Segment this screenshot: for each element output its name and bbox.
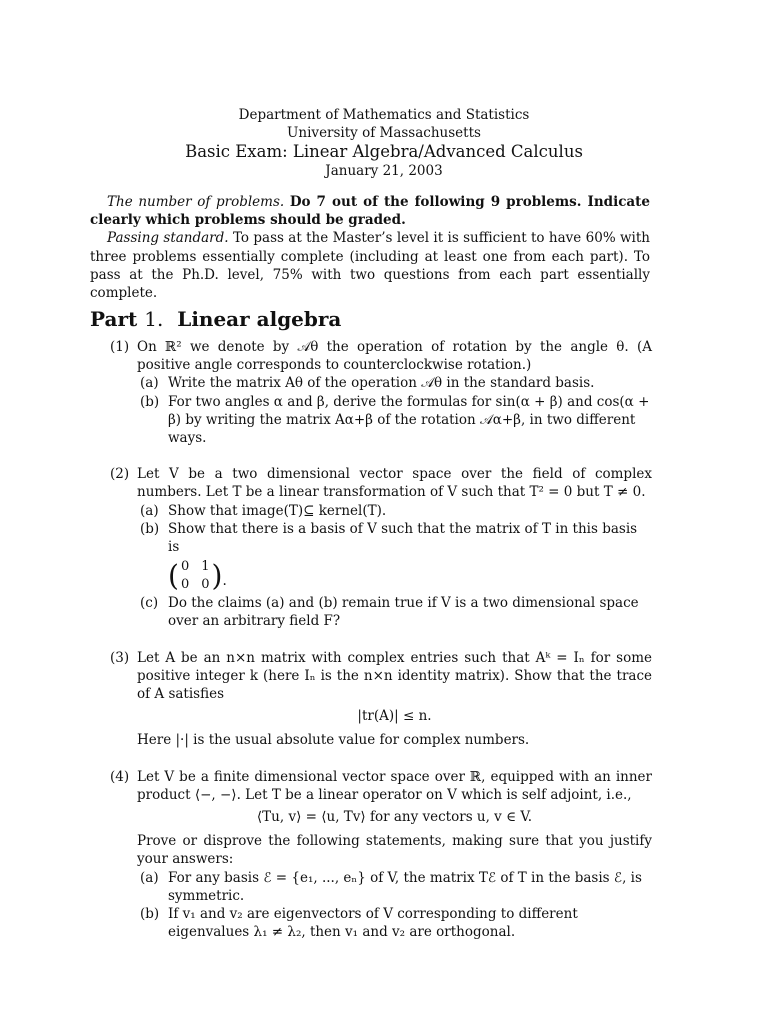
problem-text: On ℝ² we denote by 𝒜θ the operation of rotation by the angle θ. (A positive angle corresponds to counterclockwise rotation.) [137, 339, 652, 374]
problem-note: Here |·| is the usual absolute value for complex numbers. [137, 732, 530, 749]
university-line: University of Massachusetts [287, 125, 481, 141]
problem-number: (1) [110, 339, 130, 355]
subproblem-label: (a) [140, 375, 159, 392]
exam-date: January 21, 2003 [325, 163, 443, 179]
exam-header [0, 106, 768, 180]
problem-text: Let A be an n×n matrix with complex entries such that Aᵏ = Iₙ for some positive integer k (here Iₙ is the n×n identity matrix). Show that the trace of A satisfies [137, 649, 652, 703]
instructions [90, 193, 650, 302]
department-line: Department of Mathematics and Statistics [238, 107, 530, 123]
trace-inequality: |tr(A)| ≤ n. [357, 708, 432, 725]
problem-number: (3) [110, 649, 130, 666]
nilpotent-matrix [168, 558, 227, 594]
problem-2 [110, 465, 652, 630]
subproblem-label: (a) [140, 869, 159, 886]
subproblem-text: Show that there is a basis of V such that the matrix of T in this basis is [168, 520, 638, 556]
subproblem [137, 502, 652, 520]
part-number: 1. [144, 307, 164, 331]
instructions-problems-text: Do 7 out of the following 9 problems. Indicate clearly which problems should be graded. [90, 194, 650, 229]
subproblem-label: (b) [140, 393, 160, 410]
subproblem-text: If v₁ and v₂ are eigenvectors of V corresponding to different eigenvalues λ₁ ≠ λ₂, then v₁ and v₂ are orthogonal. [168, 906, 578, 941]
subproblem [137, 869, 652, 905]
subproblem [137, 905, 652, 941]
problem-1 [110, 338, 652, 447]
subproblem-label: (a) [140, 502, 159, 519]
part-title: Linear algebra [177, 307, 342, 331]
subproblem [137, 520, 652, 594]
subproblem-text: Do the claims (a) and (b) remain true if V is a two dimensional space over an arbitrary field F? [168, 595, 639, 630]
subproblem [137, 594, 652, 630]
instructions-problems [90, 193, 650, 229]
matrix-entry: 0 [180, 559, 190, 575]
instructions-passing-label: Passing standard. [107, 230, 229, 247]
matrix-entries [179, 558, 212, 594]
subproblem-text: Show that image(T)⊆ kernel(T). [168, 502, 387, 519]
matrix-entry: 0 [180, 577, 190, 593]
matrix-entry: 0 [201, 577, 210, 593]
problem-text: Let V be a finite dimensional vector space over ℝ, equipped with an inner product ⟨−, −⟩. Let T be a linear operator on V which is self adjoint, i.e., [137, 768, 652, 803]
subproblem [137, 393, 652, 448]
problem-number: (2) [110, 466, 130, 483]
self-adjoint-equation: ⟨Tu, v⟩ = ⟨u, Tv⟩ for any vectors u, v ∈ V. [256, 809, 533, 826]
subproblem-text: For two angles α and β, derive the formulas for sin(α + β) and cos(α + β) by writing the matrix Aα+β of the rotation 𝒜α+β, in two different ways. [168, 393, 650, 447]
subproblem-label: (c) [140, 595, 159, 612]
part-heading [90, 306, 341, 332]
matrix-entry: 1 [201, 559, 210, 575]
problem-4 [110, 768, 652, 942]
left-paren: ( [168, 558, 179, 594]
problem-list [110, 338, 652, 959]
right-paren: ) [211, 558, 223, 594]
problem-number: (4) [110, 768, 130, 785]
problem-text: Let V be a two dimensional vector space over the field of complex numbers. Let T be a linear transformation of V such that T² = 0 but T ≠ 0. [137, 466, 652, 501]
instructions-passing [90, 229, 650, 302]
problem-instructions: Prove or disprove the following statements, making sure that you justify your answers: [137, 833, 652, 868]
instructions-problems-label: The number of problems. [107, 194, 285, 210]
exam-title: Basic Exam: Linear Algebra/Advanced Calculus [185, 142, 583, 161]
subproblem-text: Write the matrix Aθ of the operation 𝒜θ in the standard basis. [168, 375, 595, 392]
instructions-passing-text: To pass at the Master’s level it is sufficient to have 60% with three problems essentially complete (including at least one from each part). To pass at the Ph.D. level, 75% with two questions from each part essentially complete. [90, 230, 650, 302]
subproblem-text: For any basis ℰ = {e₁, ..., eₙ} of V, the matrix Tℰ of T in the basis ℰ, is symmetric. [168, 869, 642, 904]
matrix-period: . [222, 573, 227, 590]
problem-3 [110, 649, 652, 750]
subproblem [137, 374, 652, 392]
subproblem-label: (b) [140, 906, 160, 923]
part-prefix: Part [90, 307, 138, 331]
subproblem-label: (b) [140, 520, 160, 537]
